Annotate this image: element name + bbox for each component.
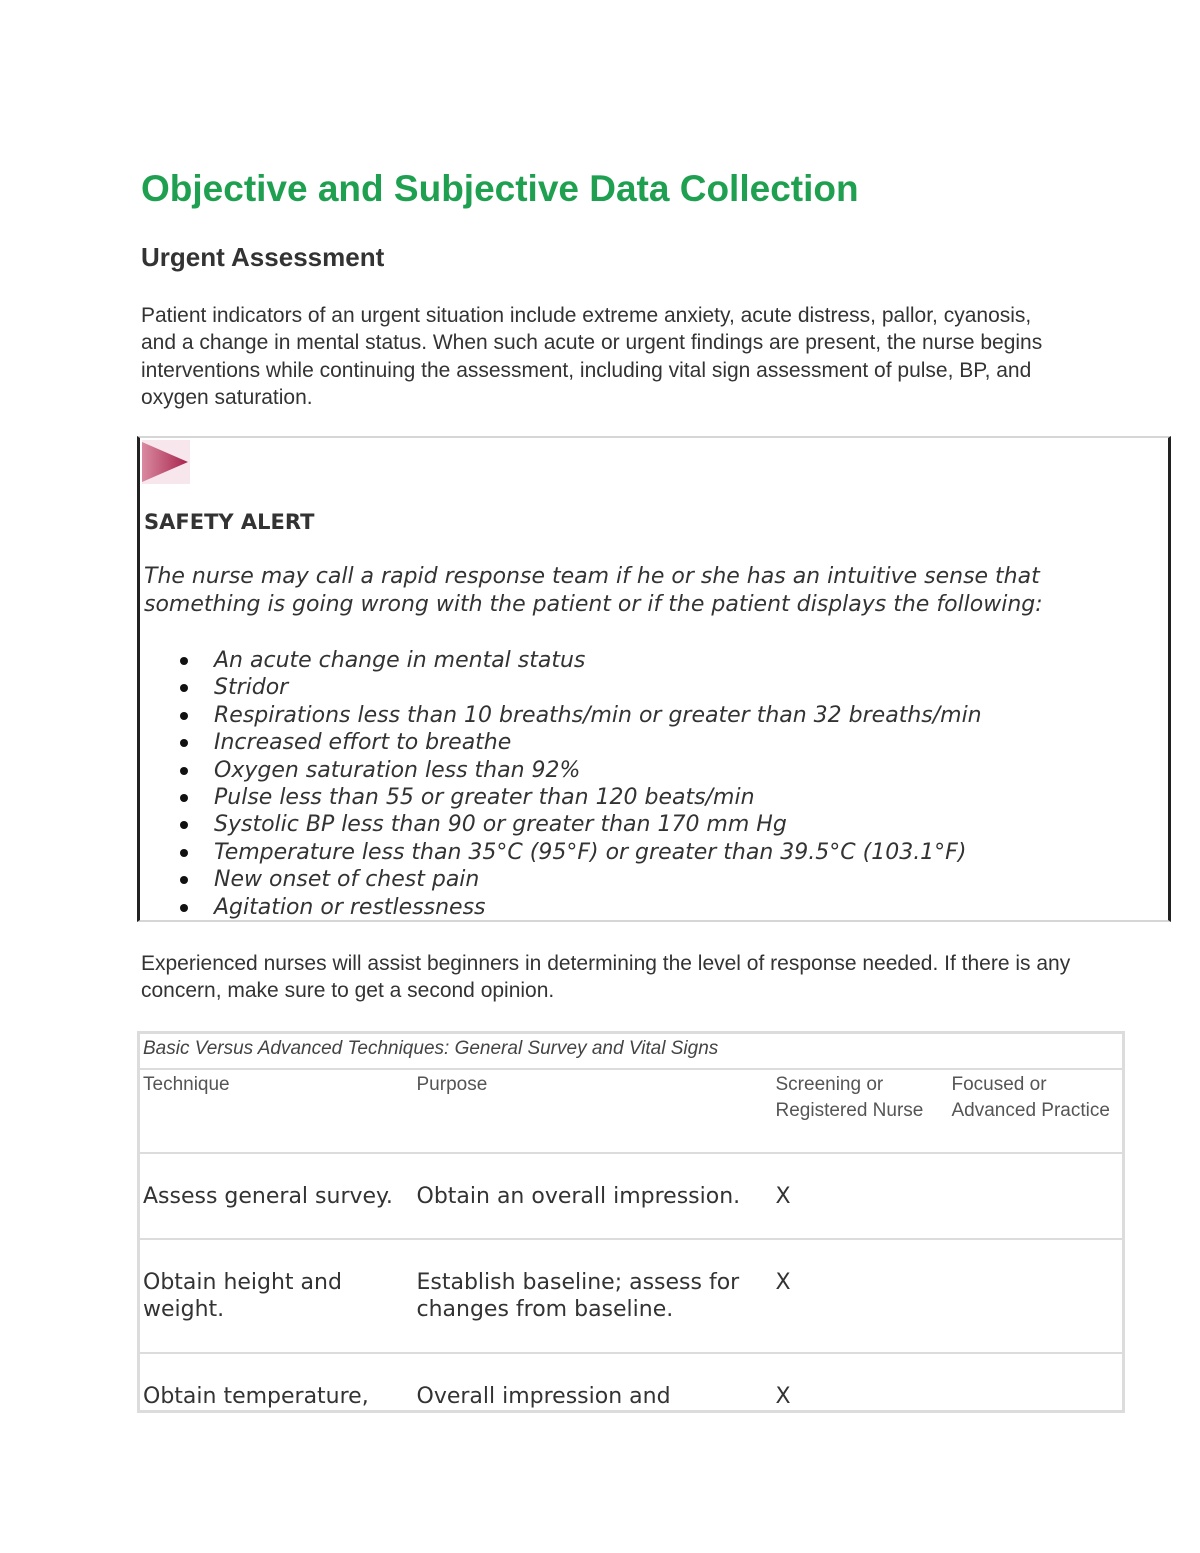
table-cell: Obtain height and weight. [139,1239,414,1353]
list-item: Oxygen saturation less than 92% [144,757,982,784]
table-caption: Basic Versus Advanced Techniques: General Survey and Vital Signs [139,1033,1124,1070]
safety-alert-box [137,436,1171,922]
column-header-technique: Technique [139,1069,414,1153]
column-header-focused: Focused or Advanced Practice [949,1069,1124,1153]
column-header-purpose: Purpose [414,1069,773,1153]
table-cell: X [773,1353,949,1412]
table-row [139,1353,1124,1412]
list-item: Stridor [144,674,982,701]
table-cell: Obtain temperature, [139,1353,414,1412]
table-cell: Overall impression and [414,1353,773,1412]
list-item: Pulse less than 55 or greater than 120 beats/min [144,784,982,811]
section-heading: Urgent Assessment [141,242,385,272]
safety-alert-label: SAFETY ALERT [144,510,315,534]
safety-alert-intro: The nurse may call a rapid response team if he or she has an intuitive sense that something is going wrong with the patient or if the patient displays the following: [144,564,1043,617]
table-cell: Assess general survey. [139,1153,414,1239]
list-item: Agitation or restlessness [144,894,982,921]
list-item: An acute change in mental status [144,647,982,674]
list-item: Respirations less than 10 breaths/min or greater than 32 breaths/min [144,702,982,729]
table-cell: X [773,1153,949,1239]
table-cell: Establish baseline; assess for changes from baseline. [414,1239,773,1353]
flag-icon [142,440,190,484]
table-cell [949,1353,1124,1412]
table-cell [949,1153,1124,1239]
list-item: Temperature less than 35°C (95°F) or greater than 39.5°C (103.1°F) [144,839,982,866]
techniques-table [137,1031,1125,1413]
table-cell [949,1239,1124,1353]
list-item: Increased effort to breathe [144,729,982,756]
table-header-row [139,1069,1124,1153]
table-row [139,1153,1124,1239]
list-item: Systolic BP less than 90 or greater than 170 mm Hg [144,811,982,838]
list-item: New onset of chest pain [144,866,982,893]
table-row [139,1239,1124,1353]
table-cell: Obtain an overall impression. [414,1153,773,1239]
safety-alert-list [144,647,982,921]
table-cell: X [773,1239,949,1353]
document-title: Objective and Subjective Data Collection [141,168,859,209]
column-header-screening: Screening or Registered Nurse [773,1069,949,1153]
intro-paragraph: Patient indicators of an urgent situation include extreme anxiety, acute distress, pallor, cyanosis, and a change in mental status. When such acute or urgent findings are present, the nurse begins interventions while continuing the assessment, including vital sign assessment of pulse, BP, and oxygen saturation. [141,304,1043,410]
after-alert-paragraph: Experienced nurses will assist beginners in determining the level of response needed. If there is any concern, make sure to get a second opinion. [141,952,1071,1003]
